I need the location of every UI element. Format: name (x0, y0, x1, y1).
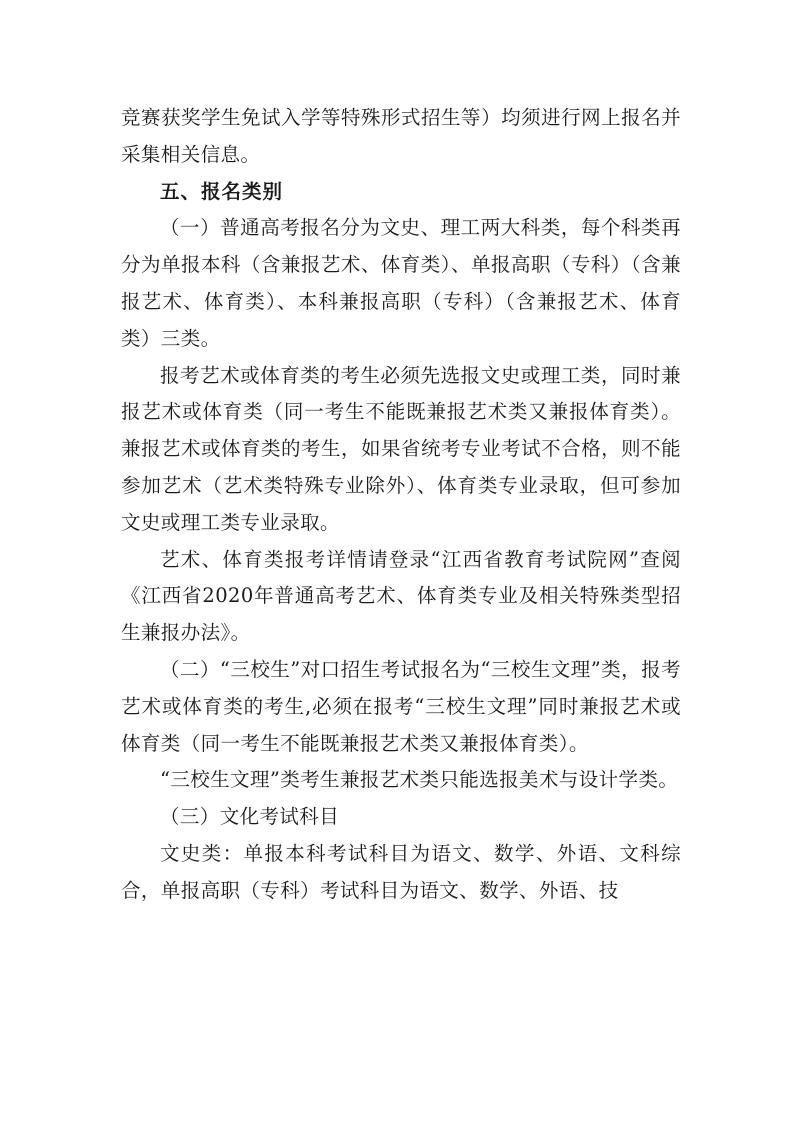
paragraph: 艺术、体育类报考详情请登录“江西省教育考试院网”查阅《江西省2020年普通高考艺术、体育类专业及相关特殊类型招生兼报办法》。 (121, 547, 681, 645)
paragraph: （一）普通高考报名分为文史、理工两大科类，每个科类再分为单报本科（含兼报艺术、体育类）、单报高职（专科）（含兼报艺术、体育类）、本科兼报高职（专科）（含兼报艺术、体育类）三类。 (121, 216, 681, 350)
paragraph: （二）“三校生”对口招生考试报名为“三校生文理”类，报考艺术或体育类的考生,必须在报考“三校生文理”同时兼报艺术或体育类（同一考生不能既兼报艺术类又兼报体育类）。 (121, 657, 681, 755)
paragraph-continuation: 竞赛获奖学生免试入学等特殊形式招生等）均须进行网上报名并采集相关信息。 (121, 106, 681, 166)
paragraph: 文史类：单报本科考试科目为语文、数学、外语、文科综合，单报高职（专科）考试科目为语文、数学、外语、技 (121, 841, 681, 902)
paragraph: “三校生文理”类考生兼报艺术类只能选报美术与设计学类。 (160, 768, 679, 792)
document-body (121, 100, 681, 910)
paragraph: 报考艺术或体育类的考生必须先选报文史或理工类，同时兼报艺术或体育类（同一考生不能既兼报艺术类又兼报体育类）。兼报艺术或体育类的考生，如果省统考专业考试不合格，则不能参加艺术（艺术类特殊专业除外）、体育类专业录取，但可参加文史或理工类专业录取。 (121, 363, 681, 534)
section-heading: 五、报名类别 (160, 179, 284, 203)
subsection-heading: （三）文化考试科目 (160, 805, 340, 829)
